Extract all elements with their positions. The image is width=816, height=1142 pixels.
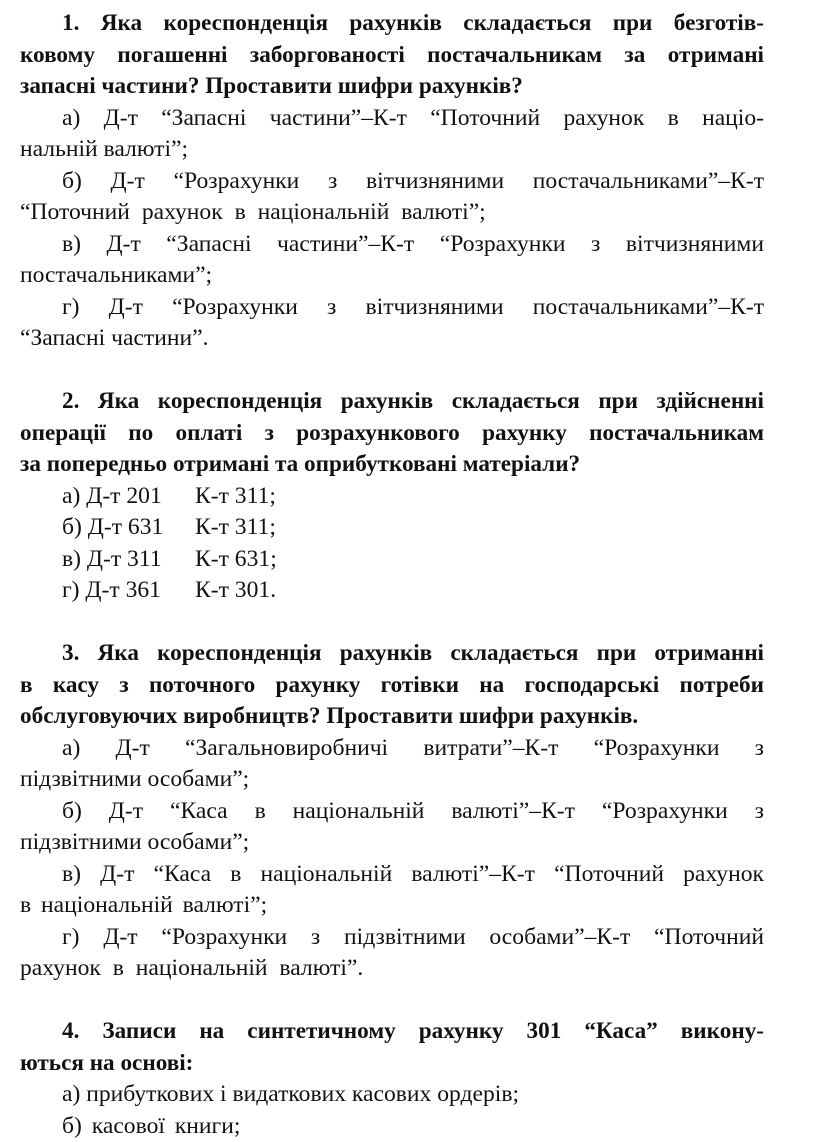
question-2-text	[20, 386, 764, 481]
question-line: 4. Записи на синтетичному рахунку 301 “Каса” викону-	[20, 1016, 764, 1048]
answer-option-d	[20, 922, 764, 985]
option-line: постачальниками”;	[20, 260, 764, 292]
question-line: ковому погашенні заборгованості постачальникам за отримані	[20, 40, 764, 72]
question-line: за попередньо отримані та оприбутковані матеріали?	[20, 449, 764, 481]
option-line: в) Д-т “Запасні частини”–К-т “Розрахунки з вітчизняними	[20, 229, 764, 261]
option-line: г) Д-т “Розрахунки з підзвітними особами”–К-т “Поточний	[20, 922, 764, 954]
answer-option-a	[20, 733, 764, 796]
option-line: в національній валюті”;	[20, 890, 764, 922]
question-3-text	[20, 638, 764, 733]
question-3	[20, 638, 764, 985]
answer-option-c	[20, 859, 764, 922]
option-line: рахунок в національній валюті”.	[20, 953, 764, 985]
answer-option-c	[20, 544, 764, 576]
question-line: операції по оплаті з розрахункового рахунку постачальникам	[20, 418, 764, 450]
option-line: б) Д-т “Каса в національній валюті”–К-т “Розрахунки з	[20, 796, 764, 828]
credit-entry: К-т 311;	[195, 483, 276, 509]
option-line: г) Д-т “Розрахунки з вітчизняними постачальниками”–К-т	[20, 292, 764, 324]
question-line: 2. Яка кореспонденція рахунків складається при здійсненні	[20, 386, 764, 418]
option-line: в) Д-т “Каса в національній валюті”–К-т “Поточний рахунок	[20, 859, 764, 891]
debit-entry: а) Д-т 201	[62, 481, 195, 513]
debit-entry: б) Д-т 631	[62, 512, 195, 544]
credit-entry: К-т 301.	[195, 577, 276, 603]
question-line: 1. Яка кореспонденція рахунків складається при безготів-	[20, 8, 764, 40]
question-4	[20, 1016, 764, 1142]
option-line: а) Д-т “Запасні частини”–К-т “Поточний рахунок в націо-	[20, 103, 764, 135]
question-4-text	[20, 1016, 764, 1079]
option-line: а) прибуткових і видаткових касових ордерів;	[20, 1079, 764, 1111]
debit-entry: в) Д-т 311	[62, 544, 195, 576]
answer-option-b	[20, 166, 764, 229]
answer-option-b	[20, 1111, 764, 1142]
answer-option-a	[20, 481, 764, 513]
option-line: “Поточний рахунок в національній валюті”;	[20, 197, 764, 229]
option-line: підзвітними особами”;	[20, 764, 764, 796]
option-line: б) Д-т “Розрахунки з вітчизняними постачальниками”–К-т	[20, 166, 764, 198]
question-2	[20, 386, 764, 607]
question-1-text	[20, 8, 764, 103]
answer-option-d	[20, 575, 764, 607]
credit-entry: К-т 631;	[195, 546, 277, 572]
credit-entry: К-т 311;	[195, 514, 276, 540]
answer-option-b	[20, 512, 764, 544]
document-page	[20, 8, 764, 1142]
answer-option-c	[20, 229, 764, 292]
option-line: а) Д-т “Загальновиробничі витрати”–К-т “Розрахунки з	[20, 733, 764, 765]
answer-option-d	[20, 292, 764, 355]
question-line: обслуговуючих виробництв? Проставити шифри рахунків.	[20, 701, 764, 733]
answer-option-b	[20, 796, 764, 859]
question-1	[20, 8, 764, 355]
option-line: б) касової книги;	[20, 1111, 764, 1142]
option-line: нальній валюті”;	[20, 134, 764, 166]
answer-option-a	[20, 1079, 764, 1111]
question-line: в касу з поточного рахунку готівки на господарські потреби	[20, 670, 764, 702]
debit-entry: г) Д-т 361	[62, 575, 195, 607]
option-line: підзвітними особами”;	[20, 827, 764, 859]
question-line: запасні частини? Проставити шифри рахунків?	[20, 71, 764, 103]
question-line: ються на основі:	[20, 1048, 764, 1080]
option-line: “Запасні частини”.	[20, 323, 764, 355]
question-line: 3. Яка кореспонденція рахунків складається при отриманні	[20, 638, 764, 670]
answer-option-a	[20, 103, 764, 166]
